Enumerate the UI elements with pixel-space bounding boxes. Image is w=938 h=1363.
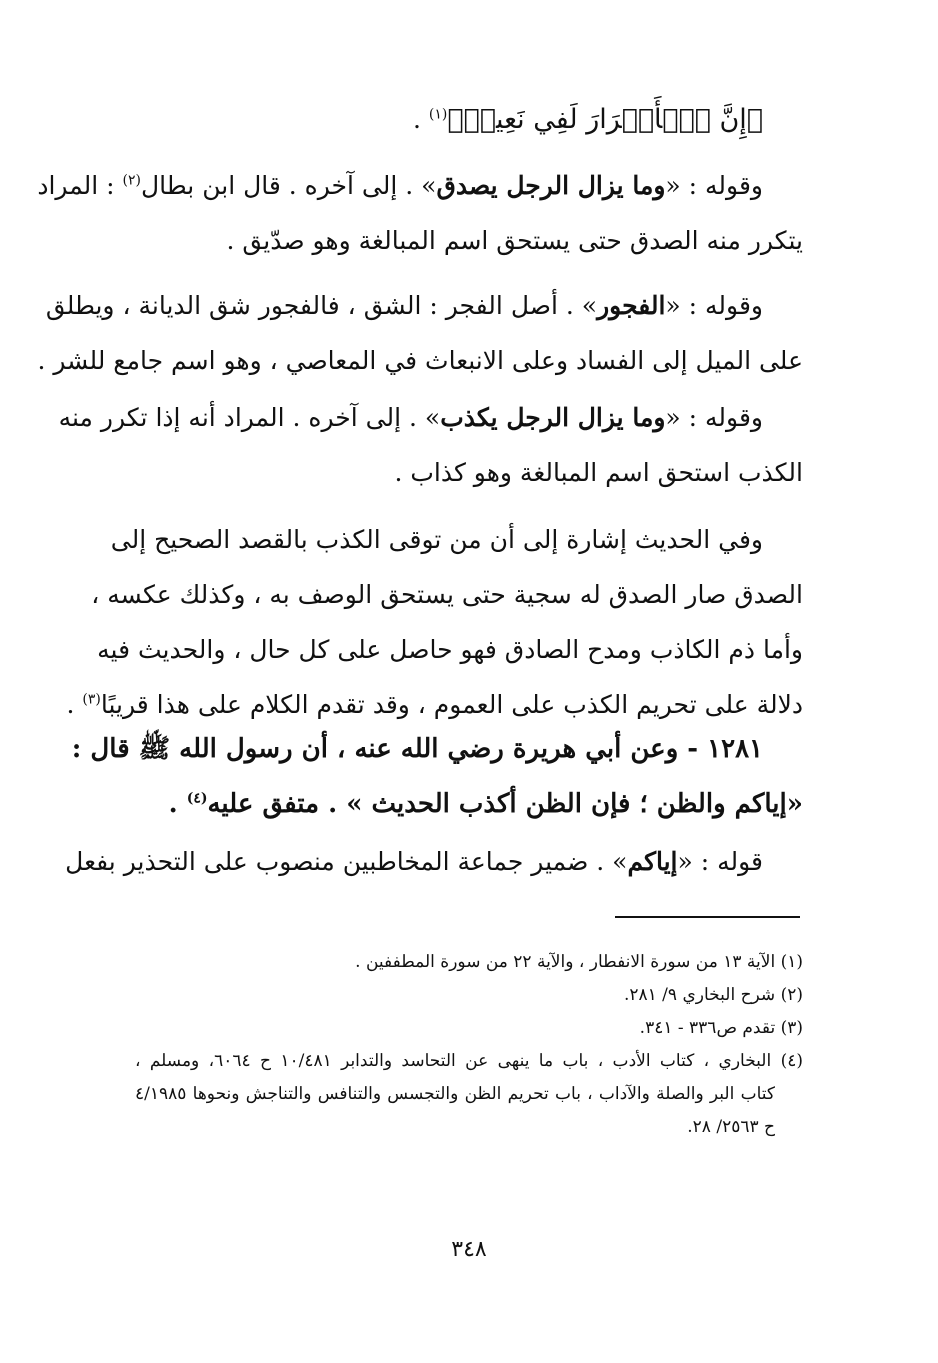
paragraph-1 xyxy=(37,158,803,268)
footnote-marker-3: (٣) xyxy=(82,691,101,708)
paragraph-4 xyxy=(66,512,803,732)
footnote-4-line-2: كتاب البر والصلة والآداب ، باب تحريم الظن والتجسس والتنافس والتناجش ونحوها ٤/١٩٨٥ xyxy=(135,1084,775,1104)
footnote-4-line-3: ح ٢٥٦٣/ ٢٨. xyxy=(687,1117,775,1137)
quoted-phrase: إياكم xyxy=(627,847,678,876)
paragraph-2 xyxy=(37,278,803,388)
paragraph-5-line-1: قوله : «إياكم» . ضمير جماعة المخاطبين منصوب على التحذير بفعل xyxy=(65,847,763,876)
quoted-phrase: وما يزال الرجل يصدق xyxy=(436,171,666,200)
footnote-marker-1: (١) xyxy=(428,106,448,123)
paragraph-3-line-2: الكذب استحق اسم المبالغة وهو كذاب . xyxy=(394,458,803,487)
footnotes xyxy=(135,946,803,1144)
paragraph-1-line-2: يتكرر منه الصدق حتى يستحق اسم المبالغة وهو صدّيق . xyxy=(226,226,803,255)
footnote-marker-2: (٢) xyxy=(122,172,142,189)
paragraph-4-line-3: وأما ذم الكاذب ومدح الصادق فهو حاصل على كل حال ، والحديث فيه xyxy=(97,635,803,664)
quoted-phrase: وما يزال الرجل يكذب xyxy=(440,403,666,432)
footnote-3: (٣) تقدم ص٣٣٦ - ٣٤١. xyxy=(639,1018,803,1038)
quoted-phrase: الفجور xyxy=(597,291,666,320)
paragraph-5 xyxy=(65,834,803,889)
paragraph-4-line-1: وفي الحديث إشارة إلى أن من توقى الكذب بالقصد الصحيح إلى xyxy=(110,525,763,554)
quran-verse-line: ﴿إِنَّ ٱلۡأَبۡرَارَ لَفِي نَعِيمٖ﴾$^{(١)}$ . xyxy=(412,104,763,135)
hadith-text xyxy=(71,722,803,832)
paragraph-1-line-1: وقوله : «وما يزال الرجل يصدق» . إلى آخره . قال ابن بطال$^{(٢)}$ : المراد xyxy=(37,171,763,200)
footnote-separator xyxy=(615,916,800,918)
paragraph-2-line-2: على الميل إلى الفساد وعلى الانبعاث في المعاصي ، وهو اسم جامع للشر . xyxy=(37,346,803,375)
hadith-line-2: «إياكم والظن ؛ فإن الظن أكذب الحديث » . متفق عليه$^{(٤)}$ . xyxy=(168,789,803,819)
footnote-2: (٢) شرح البخاري ٩/ ٢٨١. xyxy=(623,985,803,1005)
hadith-line-1: ١٢٨١ - وعن أبي هريرة رضي الله عنه ، أن رسول الله ﷺ قال : xyxy=(71,734,763,764)
paragraph-4-line-2: الصدق صار الصدق له سجية حتى يستحق الوصف به ، وكذلك عكسه ، xyxy=(91,580,803,609)
paragraph-3 xyxy=(58,390,803,500)
footnote-4-line-1: (٤) البخاري ، كتاب الأدب ، باب ما ينهى عن التحاسد والتدابر ١٠/٤٨١ ح ٦٠٦٤، ومسلم ، xyxy=(135,1051,803,1071)
footnote-marker-4: (٤) xyxy=(186,790,208,807)
quran-verse: ﴿إِنَّ ٱلۡأَبۡرَارَ لَفِي نَعِيمٖ﴾ xyxy=(447,104,763,135)
paragraph-2-line-1: وقوله : «الفجور» . أصل الفجر : الشق ، فالفجور شق الديانة ، ويطلق xyxy=(45,291,763,320)
paragraph-3-line-1: وقوله : «وما يزال الرجل يكذب» . إلى آخره . المراد أنه إذا تكرر منه xyxy=(58,403,763,432)
paragraph-4-line-4: دلالة على تحريم الكذب على العموم ، وقد تقدم الكلام على هذا قريبًا$^{(٣)}$ . xyxy=(66,690,803,719)
verse-line xyxy=(135,92,803,147)
page-number: ٣٤٨ xyxy=(451,1237,487,1262)
footnote-1: (١) الآية ١٣ من سورة الانفطار ، والآية ٢٢ من سورة المطففين . xyxy=(355,952,803,972)
